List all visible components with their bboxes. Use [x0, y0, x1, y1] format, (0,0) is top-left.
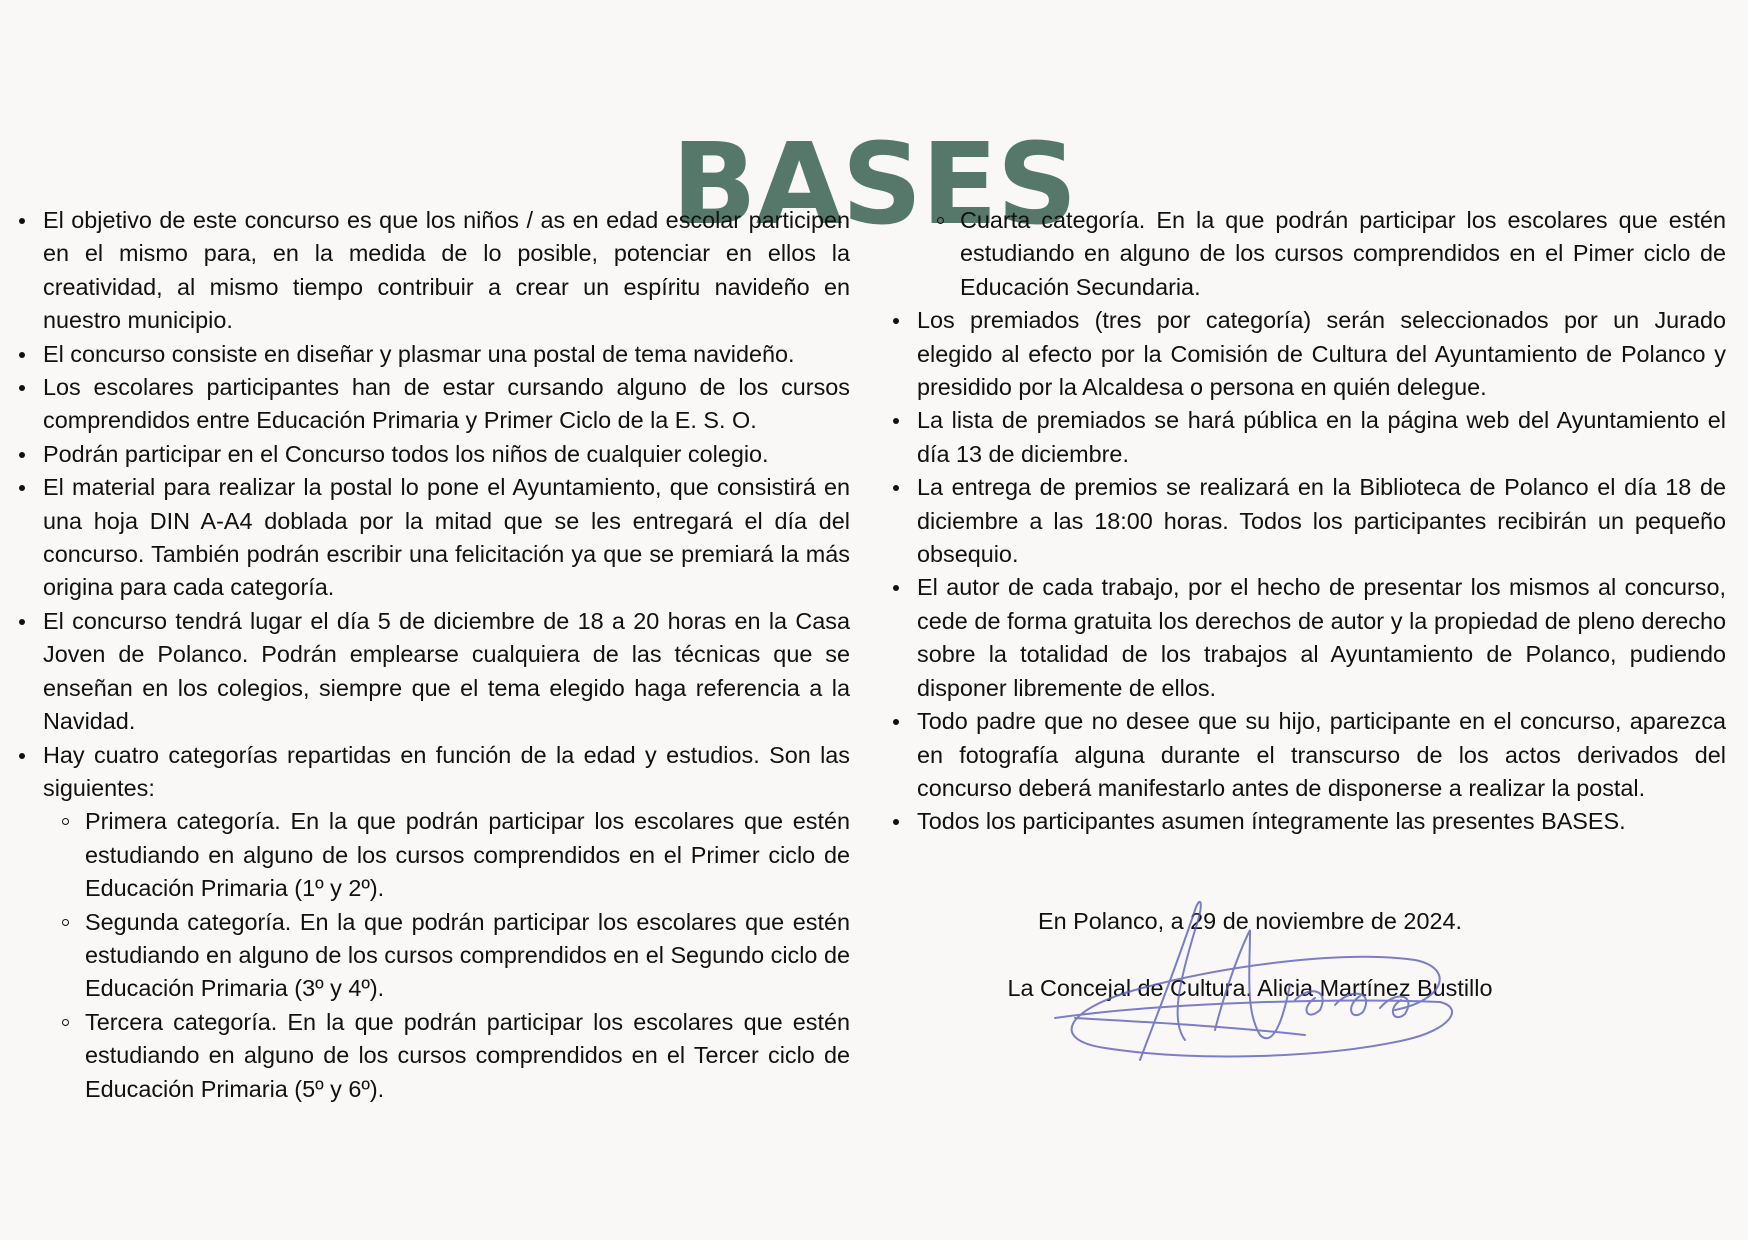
signature-stroke — [1075, 1018, 1305, 1035]
category-item: Primera categoría. En la que podrán participar los escolares que estén estudiando en alguno de los cursos comprendidos en el Primer ciclo de Educación Primaria (1º y 2º). — [0, 805, 850, 905]
rules-list-right — [874, 304, 1726, 839]
rule-item: La entrega de premios se realizará en la Biblioteca de Polanco el día 18 de diciembre a las 18:00 horas. Todos los participantes recibirán un pequeño obsequio. — [874, 471, 1726, 571]
category-item: Segunda categoría. En la que podrán participar los escolares que estén estudiando en alguno de los cursos comprendidos en el Segundo ciclo de Educación Primaria (3º y 4º). — [0, 906, 850, 1006]
rule-item: El concurso consiste en diseñar y plasmar una postal de tema navideño. — [0, 338, 850, 371]
rule-item: El concurso tendrá lugar el día 5 de diciembre de 18 a 20 horas en la Casa Joven de Polanco. Podrán emplearse cualquiera de las técnicas que se enseñan en los colegios, siempre que el tema elegido haga referencia a la Navidad. — [0, 605, 850, 739]
page-title: BASES — [671, 120, 1077, 251]
categories-list — [0, 805, 850, 1106]
category-item: Cuarta categoría. En la que podrán participar los escolares que estén estudiando en alguno de los cursos comprendidos en el Pimer ciclo de Educación Secundaria. — [874, 204, 1726, 304]
rule-item: Los premiados (tres por categoría) serán seleccionados por un Jurado elegido al efecto por la Comisión de Cultura del Ayuntamiento de Polanco y presidido por la Alcaldesa o persona en quién delegue. — [874, 304, 1726, 404]
rule-item: Podrán participar en el Concurso todos los niños de cualquier colegio. — [0, 438, 850, 471]
rule-item: El autor de cada trabajo, por el hecho de presentar los mismos al concurso, cede de forma gratuita los derechos de autor y la propiedad de pleno derecho sobre la totalidad de los trabajos al Ayuntamiento de Polanco, pudiendo disponer libremente de ellos. — [874, 571, 1726, 705]
date-line: En Polanco, a 29 de noviembre de 2024. — [1038, 908, 1462, 934]
rule-item: Todo padre que no desee que su hijo, participante en el concurso, aparezca en fotografía alguna durante el transcurso de los actos derivados del concurso deberá manifestarlo antes de disponerse a realizar la postal. — [874, 705, 1726, 805]
rule-item: El objetivo de este concurso es que los niños / as en edad escolar participen en el mismo para, en la medida de lo posible, potenciar en ellos la creatividad, al mismo tiempo contribuir a crear un espíritu navideño en nuestro municipio. — [0, 204, 850, 338]
category-item: Tercera categoría. En la que podrán participar los escolares que estén estudiando en alguno de los cursos comprendidos en el Tercer ciclo de Educación Primaria (5º y 6º). — [0, 1006, 850, 1106]
left-column — [0, 204, 850, 1106]
rule-item: Todos los participantes asumen íntegramente las presentes BASES. — [874, 805, 1726, 838]
rule-item: Hay cuatro categorías repartidas en función de la edad y estudios. Son las siguientes: — [0, 739, 850, 806]
categories-list-continued — [874, 204, 1726, 304]
rule-item: El material para realizar la postal lo pone el Ayuntamiento, que consistirá en una hoja DIN A-A4 doblada por la mitad que se les entregará el día del concurso. También podrán escribir una felicitación ya que se premiará la más origina para cada categoría. — [0, 471, 850, 605]
signatory-line: La Concejal de Cultura. Alicia Martínez Bustillo — [1007, 975, 1493, 1001]
rules-list-left — [0, 204, 850, 805]
rule-item: Los escolares participantes han de estar cursando alguno de los cursos comprendidos entre Educación Primaria y Primer Ciclo de la E. S. O. — [0, 371, 850, 438]
right-column — [874, 204, 1726, 839]
rule-item: La lista de premiados se hará pública en la página web del Ayuntamiento el día 13 de diciembre. — [874, 404, 1726, 471]
